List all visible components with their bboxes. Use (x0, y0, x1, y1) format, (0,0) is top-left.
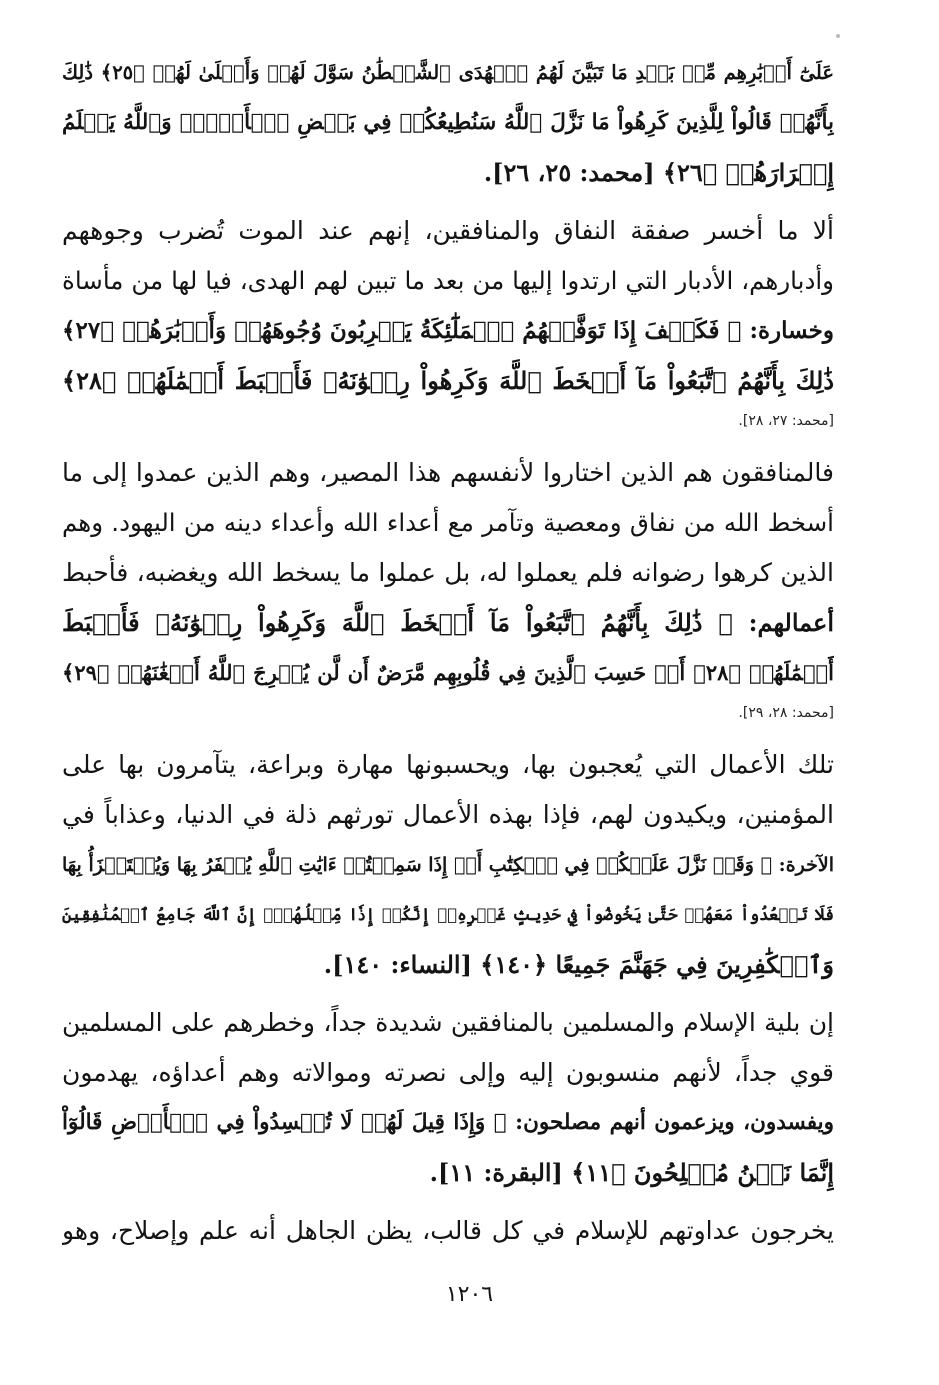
text-line: وأدبارهم، الأدبار التي ارتدوا إليها من بعد ما تبين لهم الهدى، فيا لها من مأساة (62, 266, 834, 295)
text-line: فَلَا تَقۡعُدُواْ مَعَهُمۡ حَتَّىٰ يَخُوضُواْ فِي حَدِيثٍ غَيۡرِهِۦٓ إِنَّكُمۡ إِذٗا مِّثۡلُهُمۡۗ إِنَّ ٱللَّهَ جَامِعُ ٱلۡمُنَٰفِقِينَ (62, 905, 834, 924)
text-line: إن بلية الإسلام والمسلمين بالمنافقين شديدة جداً، وخطرهم على المسلمين (62, 1008, 834, 1037)
paragraph (62, 998, 834, 1198)
paragraph (62, 1206, 834, 1256)
text-line: ويفسدون، ويزعمون أنهم مصلحون: ﴿ وَإِذَا قِيلَ لَهُمۡ لَا تُفۡسِدُواْ فِي ٱلۡأَرۡضِ قَالُوٓاْ (62, 1110, 834, 1135)
text-line: ألا ما أخسر صفقة النفاق والمنافقين، إنهم عند الموت تُضرب وجوههم (62, 216, 834, 245)
text-line: وخسارة: ﴿ فَكَيۡفَ إِذَا تَوَفَّتۡهُمُ ٱلۡمَلَٰٓئِكَةُ يَضۡرِبُونَ وُجُوهَهُمۡ وَأَدۡبَٰرَهُمۡ ﴿٢٧﴾ (62, 317, 834, 344)
paragraph (62, 206, 834, 436)
text-line: قوي جداً، لأنهم منسوبون إليه وإلى نصرته وموالاته وهم أعداؤه، يهدمون (62, 1058, 834, 1087)
text-line: عَلَىٰٓ أَدۡبَٰرِهِم مِّنۢ بَعۡدِ مَا تَبَيَّنَ لَهُمُ ٱلۡهُدَى ٱلشَّيۡطَٰنُ سَوَّلَ لَهُمۡ وَأَمۡلَىٰ لَهُمۡ ﴿٢٥﴾ ذَٰلِكَ (62, 61, 834, 84)
scan-speck (836, 34, 840, 38)
text-line: أسخط الله من نفاق ومعصية وتآمر مع أعداء الله وأعداء دينه من اليهود. وهم (62, 508, 834, 537)
quran-passage (62, 48, 834, 198)
text-line: أعمالهم: ﴿ ذَٰلِكَ بِأَنَّهُمُ ٱتَّبَعُواْ مَآ أَسۡخَطَ ٱللَّهَ وَكَرِهُواْ رِضۡوَٰنَهُۥ فَأَحۡبَطَ (62, 608, 834, 637)
text-line: إِنَّمَا نَحۡنُ مُصۡلِحُونَ ﴿١١﴾ [البقرة: ١١]. (429, 1158, 834, 1187)
page-body (62, 48, 834, 1256)
text-line: فالمنافقون هم الذين اختاروا لأنفسهم هذا المصير، وهم الذين عمدوا إلى ما (62, 458, 834, 487)
paragraph (62, 448, 834, 728)
text-line: ذَٰلِكَ بِأَنَّهُمُ ٱتَّبَعُواْ مَآ أَسۡخَطَ ٱللَّهَ وَكَرِهُواْ رِضۡوَٰنَهُۥ فَأَحۡبَطَ أَعۡمَٰلَهُمۡ ﴿٢٨﴾ (62, 366, 834, 395)
text-line: وَٱلۡكَٰفِرِينَ فِي جَهَنَّمَ جَمِيعًا ﴿١٤٠﴾ [النساء: ١٤٠]. (323, 950, 834, 979)
text-line: يخرجون عداوتهم للإسلام في كل قالب، يظن الجاهل أنه علم وإصلاح، وهو (62, 1216, 834, 1245)
text-line: بِأَنَّهُمۡ قَالُواْ لِلَّذِينَ كَرِهُواْ مَا نَزَّلَ ٱللَّهُ سَنُطِيعُكُمۡ فِي بَعۡضِ ٱلۡأَمۡرِۖ وَٱللَّهُ يَعۡلَمُ (62, 110, 834, 135)
paragraph (62, 740, 834, 990)
text-line: المؤمنين، ويكيدون لهم، فإذا بهذه الأعمال تورثهم ذلة في الدنيا، وعذاباً في (62, 800, 834, 829)
page-number: ١٢٠٦ (445, 1282, 494, 1307)
text-line: الذين كرهوا رضوانه فلم يعملوا له، بل عملوا ما يسخط الله ويغضبه، فأحبط (62, 558, 834, 587)
text-line: إِسۡرَارَهُمۡ ﴿٢٦﴾ [محمد: ٢٥، ٢٦]. (483, 158, 834, 187)
verse-reference: [محمد: ٢٨، ٢٩]. (738, 705, 834, 721)
verse-reference: [محمد: ٢٧، ٢٨]. (738, 413, 834, 429)
text-line: أَعۡمَٰلَهُمۡ ﴿٢٨﴾ أَمۡ حَسِبَ ٱلَّذِينَ فِي قُلُوبِهِم مَّرَضٌ أَن لَّن يُخۡرِجَ ٱللَّهُ أَضۡغَٰنَهُمۡ ﴿٢٩﴾ (62, 660, 834, 685)
text-line: تلك الأعمال التي يُعجبون بها، ويحسبونها مهارة وبراعة، يتآمرون بها على (62, 750, 834, 779)
text-line: الآخرة: ﴿ وَقَدۡ نَزَّلَ عَلَيۡكُمۡ فِي ٱلۡكِتَٰبِ أَنۡ إِذَا سَمِعۡتُمۡ ءَايَٰتِ ٱللَّهِ يُكۡفَرُ بِهَا وَيُسۡتَهۡزَأُ بِهَا (62, 854, 834, 876)
